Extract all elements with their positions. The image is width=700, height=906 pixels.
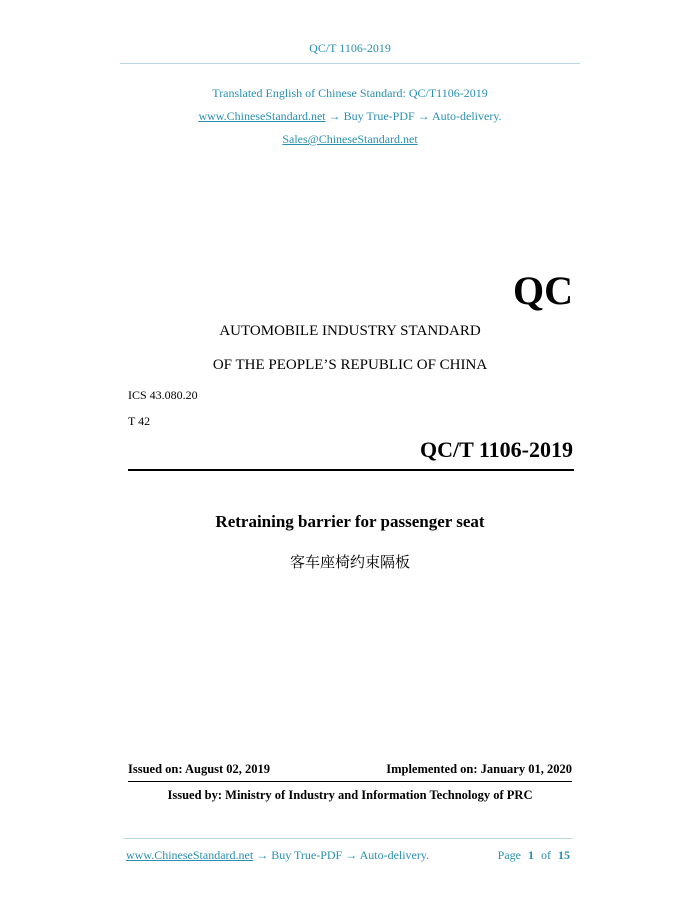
issue-rule <box>128 781 572 782</box>
footer-buy-text: → Buy True-PDF → Auto-delivery. <box>256 848 430 862</box>
org-line-2: OF THE PEOPLE’S REPUBLIC OF CHINA <box>212 357 488 373</box>
implemented-on: Implemented on: January 01, 2020 <box>386 762 572 776</box>
translation-note: Translated English of Chinese Standard: QC/T1106-2019 <box>212 86 488 100</box>
running-header: QC/T 1106-2019 <box>309 41 391 55</box>
ics-code: ICS 43.080.20 <box>128 388 198 402</box>
footer-buy-line <box>126 848 429 863</box>
title-english: Retraining barrier for passenger seat <box>215 512 485 531</box>
page-indicator <box>498 848 570 863</box>
of-label: of <box>541 848 551 862</box>
site-link[interactable]: www.ChineseStandard.net <box>198 109 326 123</box>
issued-on: Issued on: August 02, 2019 <box>128 762 271 776</box>
issued-by: Issued by: Ministry of Industry and Information Technology of PRC <box>167 788 533 802</box>
title-chinese: 客车座椅约束隔板 <box>289 553 410 571</box>
header-divider <box>120 63 580 64</box>
page-label: Page <box>497 848 521 862</box>
footer-divider <box>124 838 572 839</box>
buy-text: → Buy True-PDF → Auto-delivery. <box>328 109 502 123</box>
qc-logo: QC <box>513 268 573 313</box>
standard-number: QC/T 1106-2019 <box>419 437 573 462</box>
banner-email-line <box>0 132 700 147</box>
banner-buy-line <box>0 109 700 124</box>
page-total: 15 <box>558 848 570 862</box>
sales-email-link[interactable]: Sales@ChineseStandard.net <box>282 132 418 146</box>
org-line-1: AUTOMOBILE INDUSTRY STANDARD <box>219 323 481 339</box>
standard-rule <box>128 469 574 471</box>
page-number: 1 <box>528 848 534 862</box>
class-code: T 42 <box>128 414 151 428</box>
footer-site-link[interactable]: www.ChineseStandard.net <box>126 848 254 862</box>
